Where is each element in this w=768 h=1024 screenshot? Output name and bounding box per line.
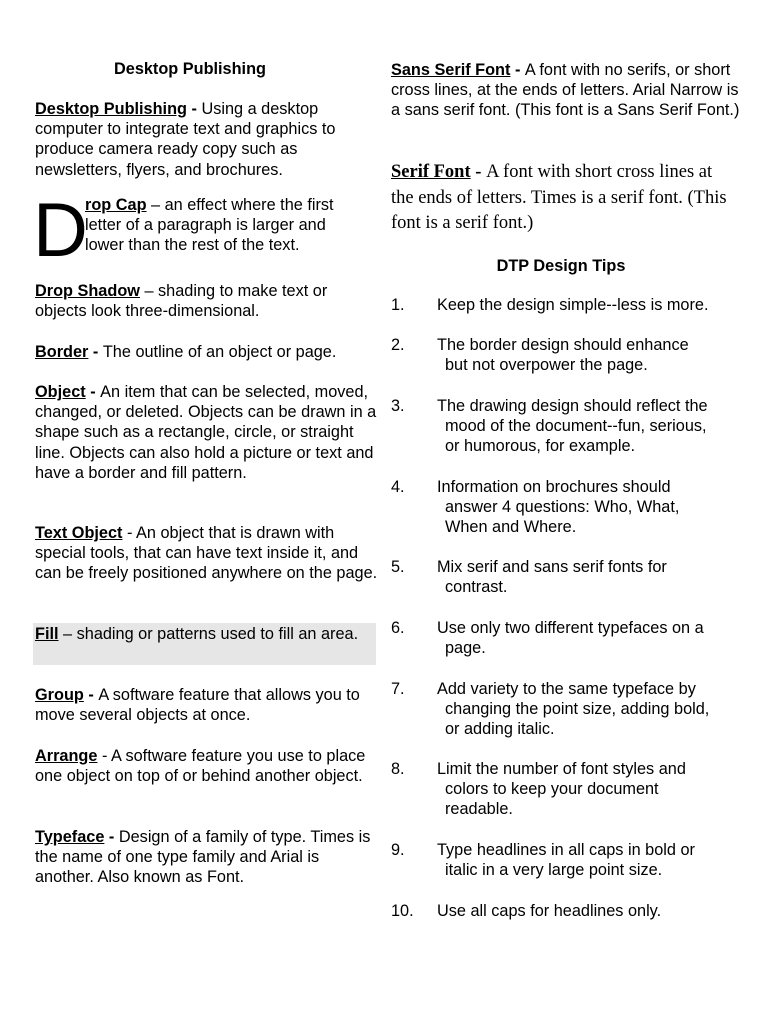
term-fill: Fill xyxy=(35,625,59,643)
definition-text: – shading to make text or objects look three-dimensional. xyxy=(35,282,328,321)
drop-cap-letter: D xyxy=(33,188,88,273)
definition-text-object xyxy=(35,523,380,584)
tip-number: 3. xyxy=(391,397,405,415)
tip-line: Information on brochures should xyxy=(437,478,671,496)
tip-line: Use only two different typefaces on a xyxy=(437,619,704,637)
tip-line: contrast. xyxy=(445,578,508,597)
definition-serif-font: Serif Font - A font with short cross lines at the ends of letters. Times is a serif font. (This font is a serif font.) xyxy=(391,162,727,233)
definition-text: A software feature that allows you to move several objects at once. xyxy=(35,686,360,725)
tip-line: Mix serif and sans serif fonts for xyxy=(437,558,667,576)
definition-text: – shading or patterns used to fill an area. xyxy=(58,625,359,643)
tip-number: 7. xyxy=(391,680,405,698)
definition-text: - A software feature you use to place one object on top of or behind another object. xyxy=(35,747,366,786)
tip-line: colors to keep your document xyxy=(445,780,659,799)
tip-line: Type headlines in all caps in bold or xyxy=(437,841,695,859)
definition-text: - An object that is drawn with special tools, that can have text inside it, and can be freely positioned anywhere on the page. xyxy=(35,524,378,583)
tip-text xyxy=(437,295,737,315)
tip-line: When and Where. xyxy=(445,518,577,537)
tip-text xyxy=(437,840,737,880)
tip-line: italic in a very large point size. xyxy=(445,861,663,880)
tip-text xyxy=(437,679,737,740)
tip-text xyxy=(437,618,737,658)
definition-text: Design of a family of type. Times is the name of one type family and Arial is another. Also known as Font. xyxy=(35,828,371,887)
tip-line: but not overpower the page. xyxy=(445,356,648,375)
tip-line: Limit the number of font styles and xyxy=(437,760,686,778)
definition-desktop-publishing: Desktop Publishing - Using a desktop computer to integrate text and graphics to produce camera ready copy such as newsletters, flyers, and brochures. xyxy=(35,100,336,179)
tip-number: 2. xyxy=(391,336,405,354)
definition-text: The outline of an object or page. xyxy=(102,343,337,361)
term-object: Object xyxy=(35,383,86,401)
tip-text xyxy=(437,477,737,538)
tip-text xyxy=(437,557,737,597)
tip-number: 1. xyxy=(391,296,405,314)
tip-text xyxy=(437,396,737,457)
definition-text: A font with short cross lines at the ends of letters. Times is a serif font. (This font is a serif font.) xyxy=(391,162,727,233)
tips-heading: DTP Design Tips xyxy=(496,257,626,275)
tip-line: Use all caps for headlines only. xyxy=(437,902,662,920)
tip-line: page. xyxy=(445,639,486,658)
definition-group: Group - A software feature that allows you to move several objects at once. xyxy=(35,686,360,725)
tip-line: mood of the document--fun, serious, xyxy=(445,417,707,436)
tip-number: 8. xyxy=(391,760,405,778)
term-desktop-publishing: Desktop Publishing xyxy=(35,100,187,118)
definition-text: Using a desktop computer to integrate text and graphics to produce camera ready copy such as newsletters, flyers, and brochures. xyxy=(35,100,336,179)
definition-object: Object - An item that can be selected, moved, changed, or deleted. Objects can be drawn in a shape such as a rectangle, circle, or straight line. Objects can also hold a picture or text and have a border and fill pattern. xyxy=(35,383,377,482)
tip-line: or adding italic. xyxy=(445,720,555,739)
definition-drop-cap: D rop Cap – an effect where the first letter of a paragraph is larger and lower than the rest of the text. xyxy=(33,188,334,273)
term-text-object: Text Object xyxy=(35,524,123,542)
page-title: Desktop Publishing xyxy=(114,60,266,78)
definition-typeface: Typeface - Design of a family of type. Times is the name of one type family and Arial is another. Also known as Font. xyxy=(35,828,371,887)
tip-number: 9. xyxy=(391,841,405,859)
tip-line: readable. xyxy=(445,800,513,819)
tip-line: The border design should enhance xyxy=(437,336,689,354)
term-border: Border xyxy=(35,343,89,361)
tip-line: The drawing design should reflect the xyxy=(437,397,708,415)
tip-text xyxy=(437,759,737,820)
definition-sans-serif-font: Sans Serif Font - A font with no serifs, or short cross lines, at the ends of letters. Arial Narrow is a sans serif font. (This font is a Sans Serif Font.) xyxy=(391,61,740,120)
term-drop-shadow: Drop Shadow xyxy=(35,282,140,300)
tip-line: or humorous, for example. xyxy=(445,437,636,456)
tip-number: 10. xyxy=(391,902,414,920)
term-arrange: Arrange xyxy=(35,747,98,765)
term-typeface: Typeface xyxy=(35,828,105,846)
term-sans-serif-font: Sans Serif Font xyxy=(391,61,511,79)
tip-number: 5. xyxy=(391,558,405,576)
definition-text: A font with no serifs, or short cross lines, at the ends of letters. Arial Narrow is a sans serif font. (This font is a Sans Serif Font.) xyxy=(391,61,740,120)
tip-line: Add variety to the same typeface by xyxy=(437,680,696,698)
tip-text xyxy=(437,901,737,921)
definition-border: Border - The outline of an object or page. xyxy=(35,343,337,361)
definition-fill xyxy=(35,624,380,644)
tip-line: Keep the design simple--less is more. xyxy=(437,296,709,314)
tip-line: changing the point size, adding bold, xyxy=(445,700,710,719)
definition-text: An item that can be selected, moved, changed, or deleted. Objects can be drawn in a shape such as a rectangle, circle, or straight line. Objects can also hold a picture or text and have a border and fill pattern. xyxy=(35,383,377,482)
tip-line: answer 4 questions: Who, What, xyxy=(445,498,680,517)
tip-number: 6. xyxy=(391,619,405,637)
definition-arrange xyxy=(35,746,380,786)
term-serif-font: Serif Font xyxy=(391,162,471,182)
tip-number: 4. xyxy=(391,478,405,496)
definition-drop-shadow xyxy=(35,281,380,321)
term-group: Group xyxy=(35,686,84,704)
tip-text xyxy=(437,335,737,375)
term-drop-cap: rop Cap xyxy=(85,196,147,214)
